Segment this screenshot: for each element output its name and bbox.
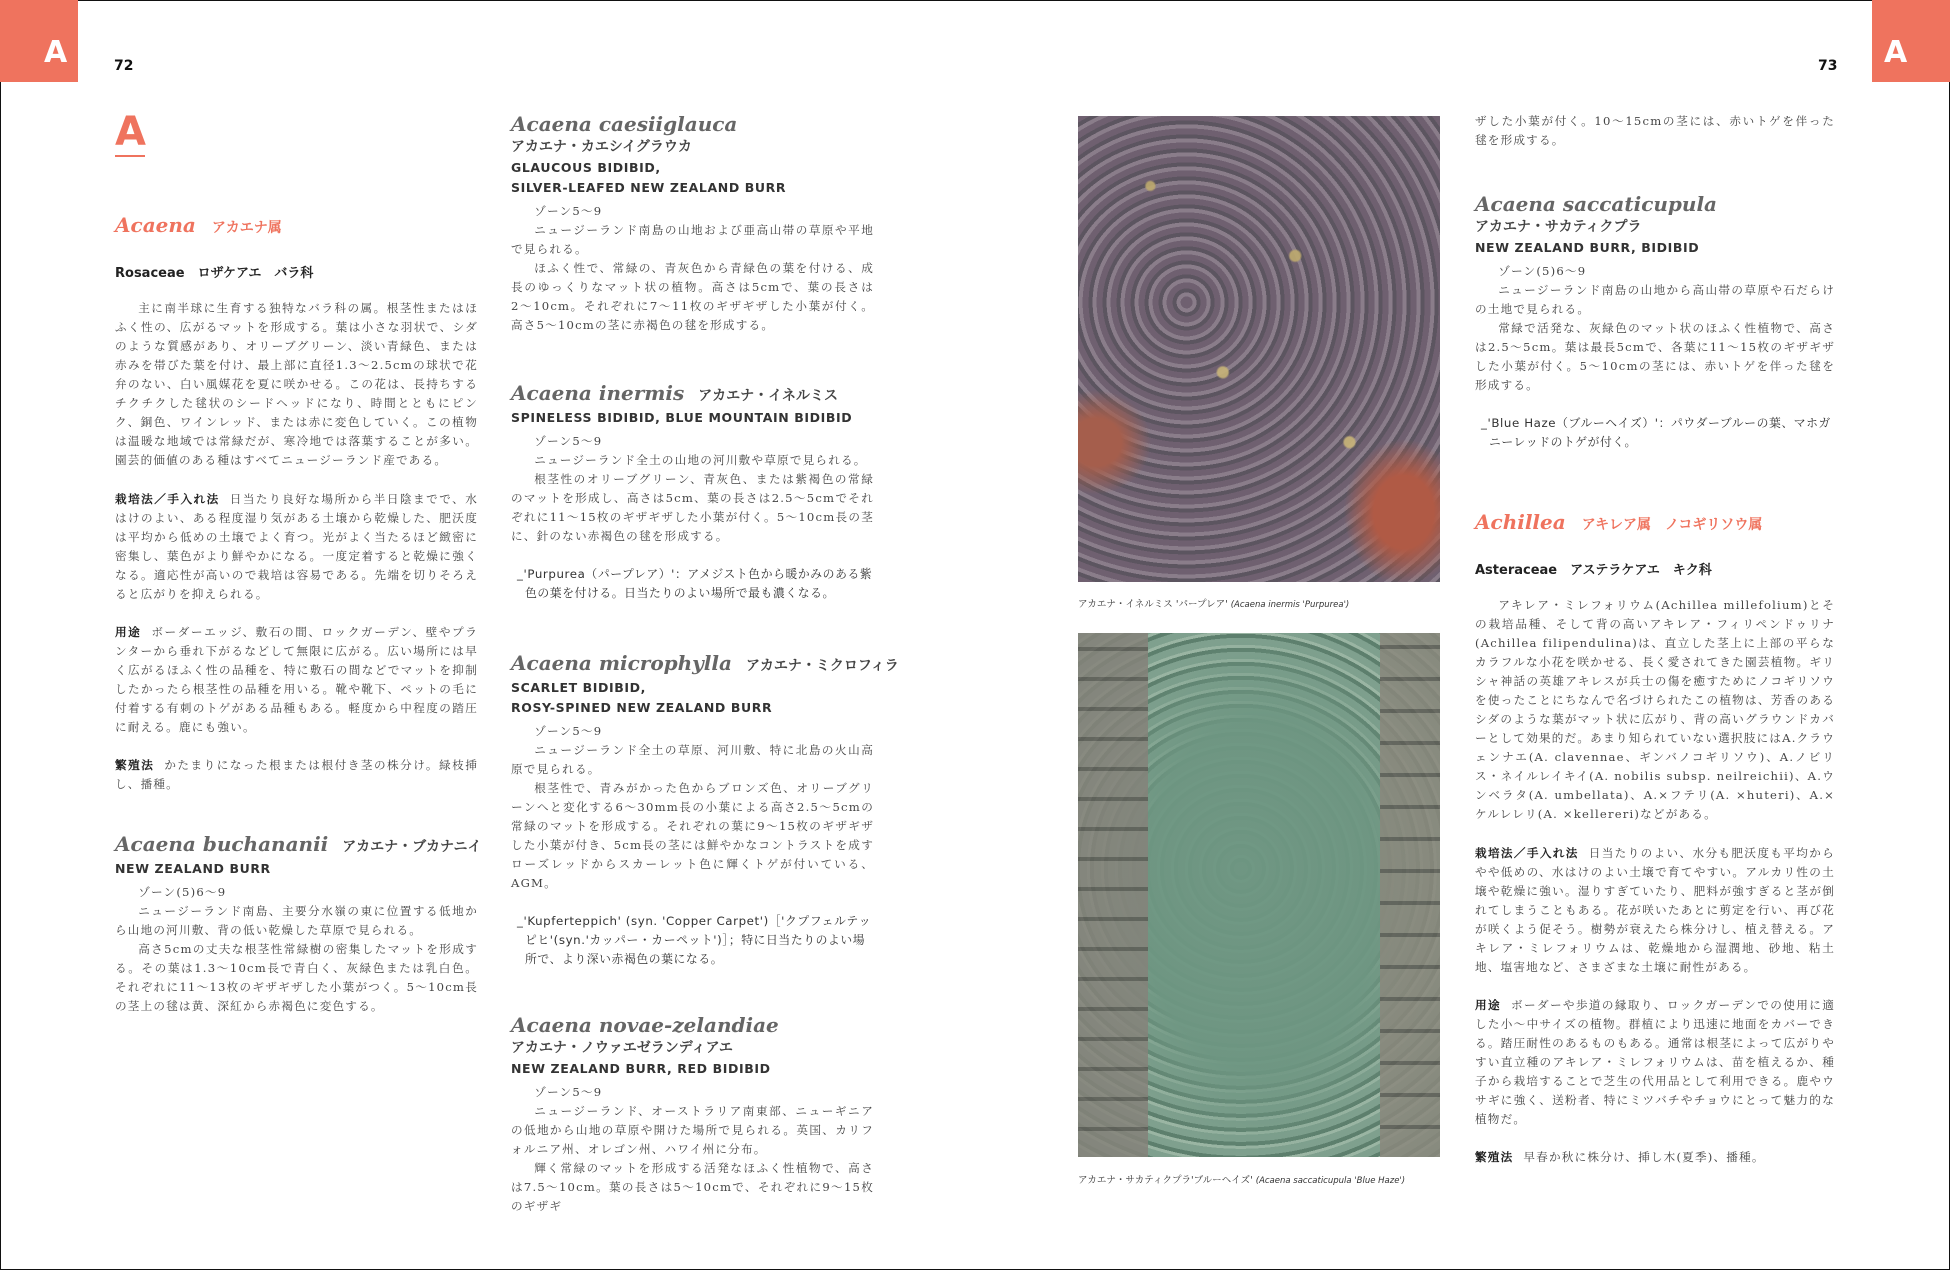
chapter-tab-left xyxy=(0,0,78,82)
description-text: 根茎性のオリーブグリーン、青灰色、または紫褐色の常緑のマットを形成し、高さは5cm、葉の長さは2.5〜5cmでそれぞれに11〜15枚のギザギザした小葉が付く。5〜10cm長の茎に、針のない赤褐色の毬を形成する。 xyxy=(511,472,874,543)
chapter-tab-right xyxy=(1872,0,1950,82)
propagation-text: かたまりになった根または根付き茎の株分け。緑枝挿し、播種。 xyxy=(115,758,478,791)
propagation-label: 繁殖法 xyxy=(1475,1150,1514,1164)
genus-latin: Acaena xyxy=(115,213,196,237)
zone: ゾーン5〜9 xyxy=(534,434,603,448)
species-inermis xyxy=(511,381,874,603)
caption-latin: (Acaena saccaticupula 'Blue Haze') xyxy=(1255,1176,1406,1186)
family-name: Asteraceae アステラケアエ キク科 xyxy=(1475,563,1712,578)
habitat-text: ニュージーランド全土の草原、河川敷、特に北島の火山高原で見られる。 xyxy=(511,743,874,776)
section-underline xyxy=(115,155,145,157)
common-name: NEW ZEALAND BURR, BIDIBID xyxy=(1475,240,1700,255)
propagation-label: 繁殖法 xyxy=(115,758,155,772)
cultivation-label: 栽培法／手入れ法 xyxy=(1475,846,1579,860)
habitat-text: ニュージーランド南島の山地および亜高山帯の草原や平地で見られる。 xyxy=(511,223,874,256)
uses-text: ボーダーエッジ、敷石の間、ロックガーデン、壁やプランターから垂れ下がるなどして無限に広がる。広い場所には早く広がるほふく性の品種を、特に敷石の間などでマットを抑制したかったら根茎性の品種を用いる。靴や靴下、ペットの毛に付着する有刺のトゲがある品種もある。軽度から中程度の踏圧に耐える。鹿にも強い。 xyxy=(115,625,479,734)
common-name: SILVER-LEAFED NEW ZEALAND BURR xyxy=(511,180,787,195)
page-number-right: 73 xyxy=(1818,58,1838,74)
species-jp: アカエナ・ブカナニイ xyxy=(342,839,482,855)
photo-acaena-saccaticupula-blue-haze xyxy=(1078,633,1440,1157)
propagation-section xyxy=(115,756,478,794)
species-jp: アカエナ・イネルミス xyxy=(698,388,838,404)
zone: ゾーン5〜9 xyxy=(534,724,603,738)
cultivation-text: 日当たり良好な場所から半日陰までで、水はけのよい、ある程度湿り気がある土壌から乾燥した、肥沃度は平均から低めの土壌でよく育つ。光がよく当たるほど緻密に密集し、葉色がより鮮やかになる。一度定着すると乾燥に強くなる。適応性が高いので栽培は容易である。先端を切りそろえると広がりを抑えられる。 xyxy=(115,492,478,601)
genus-latin: Achillea xyxy=(1475,510,1566,534)
species-jp: アカエナ・ミクロフィラ xyxy=(745,658,899,674)
column-4 xyxy=(1475,112,1835,1167)
caption-latin: (Acaena inermis 'Purpurea') xyxy=(1230,600,1350,610)
common-name: ROSY-SPINED NEW ZEALAND BURR xyxy=(511,700,773,715)
zone: ゾーン5〜9 xyxy=(534,204,603,218)
genus-achillea xyxy=(1475,510,1835,1167)
cultivation-section xyxy=(115,490,478,604)
species-latin: Acaena novae-zelandiae xyxy=(511,1013,779,1037)
description-text: 常緑で活発な、灰緑色のマット状のほふく性植物で、高さは2.5〜5cm。葉は最長5cmで、各葉に11〜15枚のギザギザした小葉が付く。5〜10cmの茎には、赤いトゲを伴った毬を形成する。 xyxy=(1475,321,1835,392)
page-number-left: 72 xyxy=(114,58,134,74)
species-novae-zelandiae xyxy=(511,1013,874,1216)
species-saccaticupula xyxy=(1475,192,1835,452)
continued-text: ザした小葉が付く。10〜15cmの茎には、赤いトゲを伴った毬を形成する。 xyxy=(1475,114,1835,147)
cultivar-note: _'Purpurea（パープレア）'：アメジスト色から暖かみのある紫色の葉を付ける。日当たりのよい場所で最も濃くなる。 xyxy=(517,567,873,600)
genus-heading xyxy=(115,213,478,237)
genus-jp: アキレア属 ノコギリソウ属 xyxy=(1581,517,1763,533)
species-caesiiglauca xyxy=(511,112,874,335)
section-letter: A xyxy=(115,109,146,155)
species-latin: Acaena microphylla xyxy=(511,651,732,675)
intro-text: 主に南半球に生育する独特なバラ科の属。根茎性またはほふく性の、広がるマットを形成する。葉は小さな羽状で、シダのような質感があり、オリーブグリーン、淡い青緑色、または赤みを帯びた葉を付け、最上部に直径1.3〜2.5cmの球状で花弁のない、白い風媒花を夏に咲かせる。この花は、長持ちするチクチクした毬状のシードヘッドになり、時間とともにピンク、銅色、ワインレッド、または赤に変色していく。この植物は温暖な地域では常緑だが、寒冷地では落葉することが多い。園芸的価値のある種はすべてニュージーランド産である。 xyxy=(115,301,478,467)
caption-text: アカエナ・サカティクプラ'ブルーヘイズ' xyxy=(1078,1175,1253,1186)
common-name: NEW ZEALAND BURR xyxy=(115,861,271,876)
tab-letter: A xyxy=(44,35,68,70)
description-text: 高さ5cmの丈夫な根茎性常緑樹の密集したマットを形成する。その葉は1.3〜10cm長で青白く、灰緑色または乳白色。それぞれに11〜13枚のギザギザした小葉がつく。5〜10cm長の茎上の毬は黄、深紅から赤褐色に変色する。 xyxy=(115,942,478,1013)
zone: ゾーン5〜9 xyxy=(534,1085,603,1099)
family-name: Rosaceae ロザケアエ バラ科 xyxy=(115,266,314,281)
common-name: SPINELESS BIDIBID, BLUE MOUNTAIN BIDIBID xyxy=(511,410,853,425)
intro-text: アキレア・ミレフォリウム(Achillea millefolium)とその栽培品種、そして背の高いアキレア・フィリペンドゥリナ(Achillea filipendulina)は、直立した茎上に上部の平らなカラフルな小花を咲かせる、長く愛されてきた園芸植物。ギリシャ神話の英雄アキレスが兵士の傷を癒すためにノコギリソウを使ったことにちなんで名づけられたこの植物は、芳香のあるシダのような葉がマット状に広がり、背の高いグラウンドカバーとして効果的だ。あまり知られていない選択肢にはA.クラウェンナエ(A. clavennae、ギンバノコギリソウ)、A.ノビリス・ネイルレイキイ(A. nobilis subsp. neilreichii)、A.ウンベラタ(A. umbellata)、A.×フテリ(A. ×huteri)、A.×ケルレレリ(A. ×kellereri)などがある。 xyxy=(1475,598,1835,821)
description-text: 輝く常緑のマットを形成する活発なほふく性植物で、高さは7.5〜10cm。葉の長さは5〜10cmで、それぞれに9〜15枚のギザギ xyxy=(511,1161,874,1213)
species-latin: Acaena caesiiglauca xyxy=(511,112,738,136)
photo-caption-2 xyxy=(1078,1172,1405,1186)
species-buchananii xyxy=(115,832,482,1016)
cultivar-note: _'Kupferteppich' (syn. 'Copper Carpet')［'クプフェルテッピヒ'(syn.'カッパー・カーペット')］；特に日当たりのよい場所で、より深い赤褐色の葉になる。 xyxy=(517,914,872,966)
zone: ゾーン(5)6〜9 xyxy=(1498,264,1587,278)
photo-caption-1 xyxy=(1078,596,1349,610)
common-name: SCARLET BIDIBID, xyxy=(511,680,646,695)
species-microphylla xyxy=(511,651,899,969)
habitat-text: ニュージーランド南島の山地から高山帯の草原や石だらけの土地で見られる。 xyxy=(1475,283,1835,316)
zone: ゾーン(5)6〜9 xyxy=(138,885,227,899)
common-name: NEW ZEALAND BURR, RED BIDIBID xyxy=(511,1061,771,1076)
genus-jp: アカエナ属 xyxy=(211,220,282,236)
propagation-text: 早春か秋に株分け、挿し木(夏季)、播種。 xyxy=(1523,1150,1765,1164)
cultivation-text: 日当たりのよい、水分も肥沃度も平均からやや低めの、水はけのよい土壌で育てやすい。アルカリ性の土壌や乾燥に強い。湿りすぎていたり、肥料が強すぎると茎が倒れてしまうこともある。花が咲いたあとに剪定を行い、再び花が咲くよう促そう。樹勢が衰えたら株分けし、植え替える。アキレア・ミレフォリウムは、乾燥地から湿潤地、砂地、粘土地、塩害地など、さまざまな土壌に耐性がある。 xyxy=(1475,846,1835,974)
cultivation-label: 栽培法／手入れ法 xyxy=(115,492,220,506)
uses-section xyxy=(115,623,478,737)
photo-acaena-inermis-purpurea xyxy=(1078,116,1440,582)
cultivar-note: _'Blue Haze（ブルーヘイズ）'：パウダーブルーの葉、マホガニーレッドのトゲが付く。 xyxy=(1481,416,1831,449)
genus-intro xyxy=(115,299,478,470)
species-jp: アカエナ・ノウァエゼランディアエ xyxy=(511,1040,733,1056)
description-text: 根茎性で、青みがかった色からブロンズ色、オリーブグリーンへと変化する6〜30mm長の小葉による高さ2.5〜5cmの常緑のマットを形成する。それぞれの葉に9〜15枚のギザギザした小葉が付き、5cm長の茎には鮮やかなコントラストを成すローズレッドからスカーレット色に輝くトゲが付いている、AGM。 xyxy=(511,781,874,890)
caption-text: アカエナ・イネルミス 'パープレア' xyxy=(1078,599,1228,610)
common-name: GLAUCOUS BIDIBID, xyxy=(511,160,661,175)
species-latin: Acaena buchananii xyxy=(115,832,329,856)
habitat-text: ニュージーランド、オーストラリア南東部、ニューギニアの低地から山地の草原や開けた場所で見られる。英国、カリフォルニア州、オレゴン州、ハワイ州に分布。 xyxy=(511,1104,874,1156)
species-latin: Acaena inermis xyxy=(511,381,685,405)
column-1 xyxy=(115,213,482,1016)
uses-label: 用途 xyxy=(115,625,142,639)
uses-label: 用途 xyxy=(1475,998,1501,1012)
habitat-text: ニュージーランド南島、主要分水嶺の東に位置する低地から山地の河川敷、背の低い乾燥した草原で見られる。 xyxy=(115,904,478,937)
species-jp: アカエナ・サカティクプラ xyxy=(1475,219,1642,235)
uses-text: ボーダーや歩道の縁取り、ロックガーデンでの使用に適した小〜中サイズの植物。群植により迅速に地面をカバーできる。踏圧耐性のあるものもある。通常は根茎によって広がりやすい直立種のアキレア・ミレフォリウムは、苗を植えるか、種子から栽培することで芝生の代用品として利用できる。鹿やウサギに強く、送粉者、特にミツバチやチョウにとって魅力的な植物だ。 xyxy=(1475,998,1835,1126)
description-text: ほふく性で、常緑の、青灰色から青緑色の葉を付ける、成長のゆっくりなマット状の植物。高さは5cmで、葉の長さは2〜10cm。それぞれに7〜11枚のギザギザした小葉が付く。高さ5〜10cmの茎に赤褐色の毬を形成する。 xyxy=(511,261,874,332)
habitat-text: ニュージーランド全土の山地の河川敷や草原で見られる。 xyxy=(534,453,867,467)
species-jp: アカエナ・カエシイグラウカ xyxy=(511,139,692,155)
column-2 xyxy=(511,112,899,1216)
tab-letter: A xyxy=(1884,35,1908,70)
species-latin: Acaena saccaticupula xyxy=(1475,192,1718,216)
